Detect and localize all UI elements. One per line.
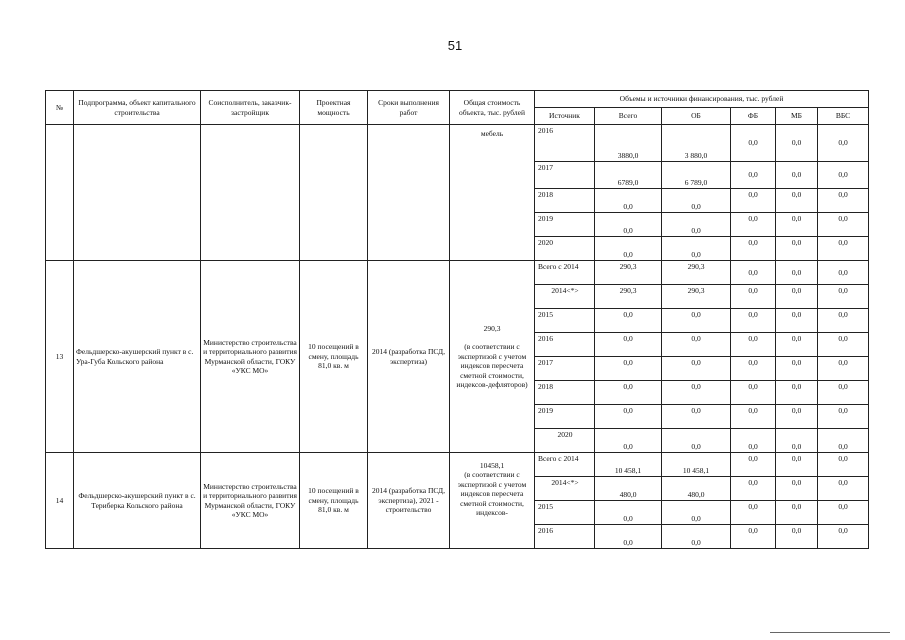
cell-fb: 0,0	[731, 333, 776, 357]
col-mb-header: МБ	[776, 108, 818, 125]
cell-capacity: 10 посещений в смену, площадь 81,0 кв. м	[300, 453, 368, 549]
col-fb-header: ФБ	[731, 108, 776, 125]
cell-total-cost: 10458,1 (в соответствии с экспертизой с учетом индексов пересчета сметной стоимости, индексов-	[450, 453, 535, 549]
cell-ob: 290,3	[662, 261, 731, 285]
cell-num: 14	[46, 453, 74, 549]
cell-vbs: 0,0	[818, 453, 869, 477]
cell-total: 0,0	[595, 381, 662, 405]
cell-ob: 0,0	[662, 309, 731, 333]
table-row	[46, 453, 869, 477]
cell-ob: 290,3	[662, 285, 731, 309]
cell-total: 0,0	[595, 357, 662, 381]
cell-total: 290,3	[595, 261, 662, 285]
cell-fb: 0,0	[731, 213, 776, 237]
cell-num	[46, 125, 74, 261]
cell-source: 2020	[535, 429, 595, 453]
cell-fb: 0,0	[731, 405, 776, 429]
cell-mb: 0,0	[776, 162, 818, 189]
cell-fb: 0,0	[731, 125, 776, 162]
col-total-cost-header: Общая стоимость объекта, тыс. рублей	[450, 91, 535, 125]
cell-ob: 6 789,0	[662, 162, 731, 189]
cell-ob: 0,0	[662, 405, 731, 429]
cell-mb: 0,0	[776, 213, 818, 237]
cell-total: 0,0	[595, 213, 662, 237]
cell-capacity	[300, 125, 368, 261]
cell-total-cost: 290,3 (в соответствии с экспертизой с учетом индексов пересчета сметной стоимости, индексов-дефляторов)	[450, 261, 535, 453]
cell-vbs: 0,0	[818, 237, 869, 261]
cell-fb: 0,0	[731, 261, 776, 285]
cell-total: 0,0	[595, 525, 662, 549]
cell-ob: 0,0	[662, 189, 731, 213]
cell-terms	[368, 125, 450, 261]
cell-total: 290,3	[595, 285, 662, 309]
cell-source: 2018	[535, 381, 595, 405]
cell-terms: 2014 (разработка ПСД, экспертиза)	[368, 261, 450, 453]
col-total-header: Всего	[595, 108, 662, 125]
cell-vbs: 0,0	[818, 381, 869, 405]
financing-table	[45, 90, 869, 549]
cell-object	[74, 125, 201, 261]
cell-object: Фельдшерско-акушерский пункт в с. Ура-Губа Кольского района	[74, 261, 201, 453]
cell-coexecutor: Министерство строительства и территориального развития Мурманской области, ГОКУ «УКС МО»	[201, 261, 300, 453]
cell-total: 10 458,1	[595, 453, 662, 477]
cell-vbs: 0,0	[818, 189, 869, 213]
col-vbs-header: ВБС	[818, 108, 869, 125]
cell-vbs: 0,0	[818, 309, 869, 333]
cell-fb: 0,0	[731, 429, 776, 453]
cell-fb: 0,0	[731, 237, 776, 261]
cell-mb: 0,0	[776, 285, 818, 309]
cell-source: 2016	[535, 525, 595, 549]
col-terms-header: Сроки выполнения работ	[368, 91, 450, 125]
table-row	[46, 261, 869, 285]
cell-source: 2017	[535, 357, 595, 381]
scan-edge-line	[770, 632, 890, 633]
cell-total: 0,0	[595, 309, 662, 333]
cell-fb: 0,0	[731, 162, 776, 189]
cell-source: 2014<*>	[535, 285, 595, 309]
cell-vbs: 0,0	[818, 429, 869, 453]
page-number: 51	[447, 38, 463, 53]
cell-mb: 0,0	[776, 357, 818, 381]
col-ob-header: ОБ	[662, 108, 731, 125]
cell-vbs: 0,0	[818, 261, 869, 285]
cell-mb: 0,0	[776, 309, 818, 333]
cell-fb: 0,0	[731, 501, 776, 525]
col-source-header: Источник	[535, 108, 595, 125]
cell-source: 2014<*>	[535, 477, 595, 501]
cell-source: 2015	[535, 501, 595, 525]
cell-source: 2017	[535, 162, 595, 189]
cell-mb: 0,0	[776, 477, 818, 501]
cell-mb: 0,0	[776, 333, 818, 357]
cell-num: 13	[46, 261, 74, 453]
cell-fb: 0,0	[731, 189, 776, 213]
cell-mb: 0,0	[776, 525, 818, 549]
col-capacity-header: Проектная мощность	[300, 91, 368, 125]
cell-capacity: 10 посещений в смену, площадь 81,0 кв. м	[300, 261, 368, 453]
cell-fb: 0,0	[731, 357, 776, 381]
cell-fb: 0,0	[731, 285, 776, 309]
cell-fb: 0,0	[731, 525, 776, 549]
cell-source: Всего с 2014	[535, 453, 595, 477]
cell-total: 0,0	[595, 501, 662, 525]
cell-ob: 0,0	[662, 333, 731, 357]
cell-vbs: 0,0	[818, 125, 869, 162]
cell-source: 2020	[535, 237, 595, 261]
cell-total: 0,0	[595, 237, 662, 261]
col-num-header: №	[46, 91, 74, 125]
cell-vbs: 0,0	[818, 333, 869, 357]
cell-total: 3880,0	[595, 125, 662, 162]
cell-source: 2018	[535, 189, 595, 213]
cell-source: 2019	[535, 405, 595, 429]
cell-ob: 3 880,0	[662, 125, 731, 162]
cell-vbs: 0,0	[818, 162, 869, 189]
cell-ob: 0,0	[662, 213, 731, 237]
cell-ob: 0,0	[662, 525, 731, 549]
cell-total-cost: мебель	[450, 125, 535, 261]
cell-ob: 480,0	[662, 477, 731, 501]
cell-coexecutor	[201, 125, 300, 261]
cell-fb: 0,0	[731, 381, 776, 405]
cell-mb: 0,0	[776, 189, 818, 213]
cell-total: 0,0	[595, 333, 662, 357]
cell-mb: 0,0	[776, 405, 818, 429]
cell-source: Всего с 2014	[535, 261, 595, 285]
cell-vbs: 0,0	[818, 477, 869, 501]
cell-vbs: 0,0	[818, 357, 869, 381]
cell-mb: 0,0	[776, 453, 818, 477]
cell-vbs: 0,0	[818, 405, 869, 429]
cell-fb: 0,0	[731, 309, 776, 333]
col-subprogram-header: Подпрограмма, объект капитального строительства	[74, 91, 201, 125]
cell-fb: 0,0	[731, 453, 776, 477]
cell-vbs: 0,0	[818, 285, 869, 309]
cell-source: 2016	[535, 125, 595, 162]
table-row	[46, 125, 869, 162]
cell-ob: 0,0	[662, 237, 731, 261]
cell-ob: 10 458,1	[662, 453, 731, 477]
cell-ob: 0,0	[662, 357, 731, 381]
cell-mb: 0,0	[776, 125, 818, 162]
cell-vbs: 0,0	[818, 213, 869, 237]
cell-source: 2015	[535, 309, 595, 333]
cell-total: 0,0	[595, 405, 662, 429]
cell-total: 480,0	[595, 477, 662, 501]
col-financing-header: Объемы и источники финансирования, тыс. рублей	[535, 91, 869, 108]
cell-total: 0,0	[595, 189, 662, 213]
cell-ob: 0,0	[662, 381, 731, 405]
cell-mb: 0,0	[776, 237, 818, 261]
cell-mb: 0,0	[776, 429, 818, 453]
cell-terms: 2014 (разработка ПСД, экспертиза), 2021 - строительство	[368, 453, 450, 549]
cell-total: 0,0	[595, 429, 662, 453]
cell-ob: 0,0	[662, 429, 731, 453]
cell-mb: 0,0	[776, 381, 818, 405]
cell-total: 6789,0	[595, 162, 662, 189]
cell-mb: 0,0	[776, 501, 818, 525]
col-coexecutor-header: Соисполнитель, заказчик-застройщик	[201, 91, 300, 125]
cell-object: Фельдшерско-акушерский пункт в с. Териберка Кольского района	[74, 453, 201, 549]
header-row-1	[46, 91, 869, 108]
cell-source: 2016	[535, 333, 595, 357]
cell-mb: 0,0	[776, 261, 818, 285]
cell-coexecutor: Министерство строительства и территориального развития Мурманской области, ГОКУ «УКС МО»	[201, 453, 300, 549]
cell-fb: 0,0	[731, 477, 776, 501]
cell-source: 2019	[535, 213, 595, 237]
cell-vbs: 0,0	[818, 525, 869, 549]
cell-vbs: 0,0	[818, 501, 869, 525]
cell-ob: 0,0	[662, 501, 731, 525]
